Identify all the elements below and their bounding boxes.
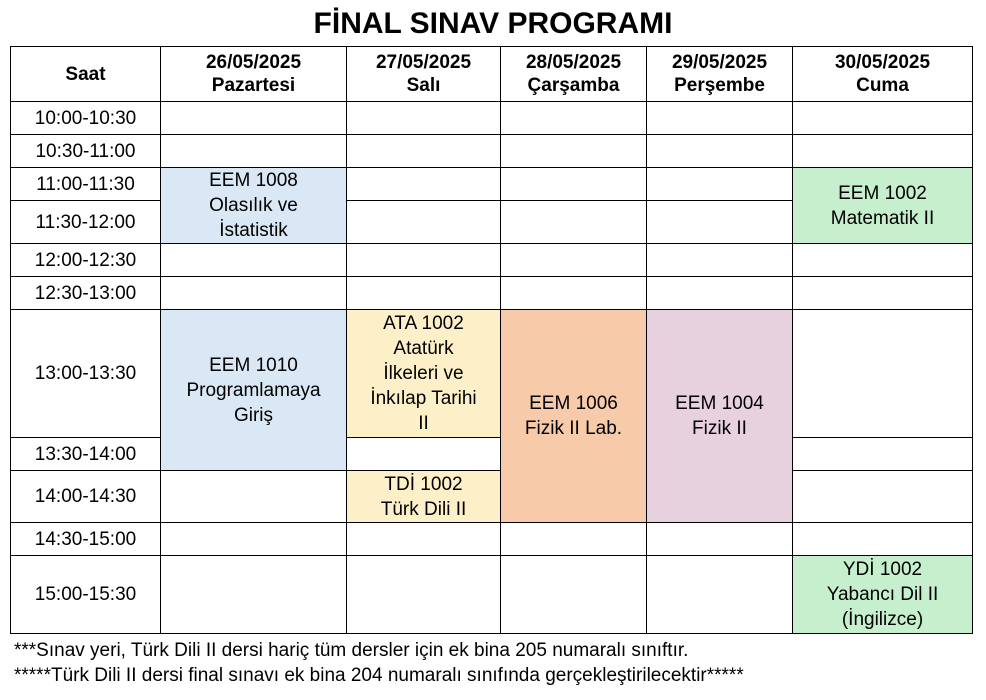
- table-row: [11, 471, 973, 523]
- day-header-monday: 26/05/2025 Pazartesi: [161, 47, 347, 102]
- empty-cell: [647, 168, 793, 201]
- empty-cell: [793, 471, 973, 523]
- exam-cell-eem1010: EEM 1010 Programlamaya Giriş: [161, 310, 347, 471]
- empty-cell: [793, 135, 973, 168]
- empty-cell: [793, 438, 973, 471]
- empty-cell: [793, 310, 973, 438]
- empty-cell: [347, 523, 501, 556]
- empty-cell: [501, 277, 647, 310]
- empty-cell: [161, 556, 347, 634]
- empty-cell: [793, 102, 973, 135]
- table-row: [11, 556, 973, 634]
- time-cell: 12:00-12:30: [11, 244, 161, 277]
- empty-cell: [793, 277, 973, 310]
- page-title: FİNAL SINAV PROGRAMI: [313, 7, 673, 40]
- exam-cell-eem1004: EEM 1004 Fizik II: [647, 310, 793, 523]
- exam-cell-eem1002: EEM 1002 Matematik II: [793, 168, 973, 244]
- empty-cell: [347, 135, 501, 168]
- exam-cell-eem1008: EEM 1008 Olasılık ve İstatistik: [161, 168, 347, 244]
- time-cell: 15:00-15:30: [11, 556, 161, 634]
- empty-cell: [501, 244, 647, 277]
- empty-cell: [161, 135, 347, 168]
- time-cell: 14:30-15:00: [11, 523, 161, 556]
- header-row: [11, 47, 973, 102]
- time-cell: 13:30-14:00: [11, 438, 161, 471]
- day-header-friday: 30/05/2025 Cuma: [793, 47, 973, 102]
- empty-cell: [647, 277, 793, 310]
- empty-cell: [501, 168, 647, 201]
- day-header-thursday: 29/05/2025 Perşembe: [647, 47, 793, 102]
- empty-cell: [347, 102, 501, 135]
- empty-cell: [501, 135, 647, 168]
- time-cell: 13:00-13:30: [11, 310, 161, 438]
- empty-cell: [793, 244, 973, 277]
- footnotes: [14, 638, 744, 688]
- empty-cell: [347, 244, 501, 277]
- exam-schedule-table: [10, 46, 973, 634]
- empty-cell: [647, 244, 793, 277]
- table-row: [11, 168, 973, 201]
- empty-cell: [161, 523, 347, 556]
- table-row: [11, 244, 973, 277]
- time-column-header: Saat: [11, 47, 161, 102]
- footnote-exam-location: ***Sınav yeri, Türk Dili II dersi hariç tüm dersler için ek bina 205 numaralı sınıftır.: [14, 640, 689, 661]
- empty-cell: [347, 438, 501, 471]
- table-row: [11, 277, 973, 310]
- empty-cell: [161, 102, 347, 135]
- table-row: [11, 135, 973, 168]
- time-cell: 12:30-13:00: [11, 277, 161, 310]
- empty-cell: [347, 277, 501, 310]
- exam-cell-tdi1002: TDİ 1002 Türk Dili II: [347, 471, 501, 523]
- empty-cell: [347, 556, 501, 634]
- empty-cell: [501, 102, 647, 135]
- empty-cell: [793, 523, 973, 556]
- day-header-wednesday: 28/05/2025 Çarşamba: [501, 47, 647, 102]
- table-row: [11, 523, 973, 556]
- empty-cell: [161, 471, 347, 523]
- empty-cell: [347, 168, 501, 201]
- time-cell: 10:00-10:30: [11, 102, 161, 135]
- exam-cell-ydi1002: YDİ 1002 Yabancı Dil II (İngilizce): [793, 556, 973, 634]
- empty-cell: [501, 556, 647, 634]
- exam-cell-eem1006: EEM 1006 Fizik II Lab.: [501, 310, 647, 523]
- time-cell: 10:30-11:00: [11, 135, 161, 168]
- time-cell: 11:00-11:30: [11, 168, 161, 201]
- empty-cell: [161, 277, 347, 310]
- empty-cell: [501, 523, 647, 556]
- exam-cell-ata1002: ATA 1002 Atatürk İlkeleri ve İnkılap Tarihi II: [347, 310, 501, 438]
- time-cell: 11:30-12:00: [11, 201, 161, 244]
- empty-cell: [647, 201, 793, 244]
- footnote-turkish-exam-room: *****Türk Dili II dersi final sınavı ek bina 204 numaralı sınıfında gerçekleştirilecektir*****: [14, 665, 744, 686]
- empty-cell: [347, 201, 501, 244]
- day-header-tuesday: 27/05/2025 Salı: [347, 47, 501, 102]
- empty-cell: [501, 201, 647, 244]
- time-cell: 14:00-14:30: [11, 471, 161, 523]
- empty-cell: [161, 244, 347, 277]
- empty-cell: [647, 135, 793, 168]
- table-row: [11, 102, 973, 135]
- empty-cell: [647, 523, 793, 556]
- table-row: [11, 438, 973, 471]
- table-row: [11, 310, 973, 438]
- empty-cell: [647, 102, 793, 135]
- empty-cell: [647, 556, 793, 634]
